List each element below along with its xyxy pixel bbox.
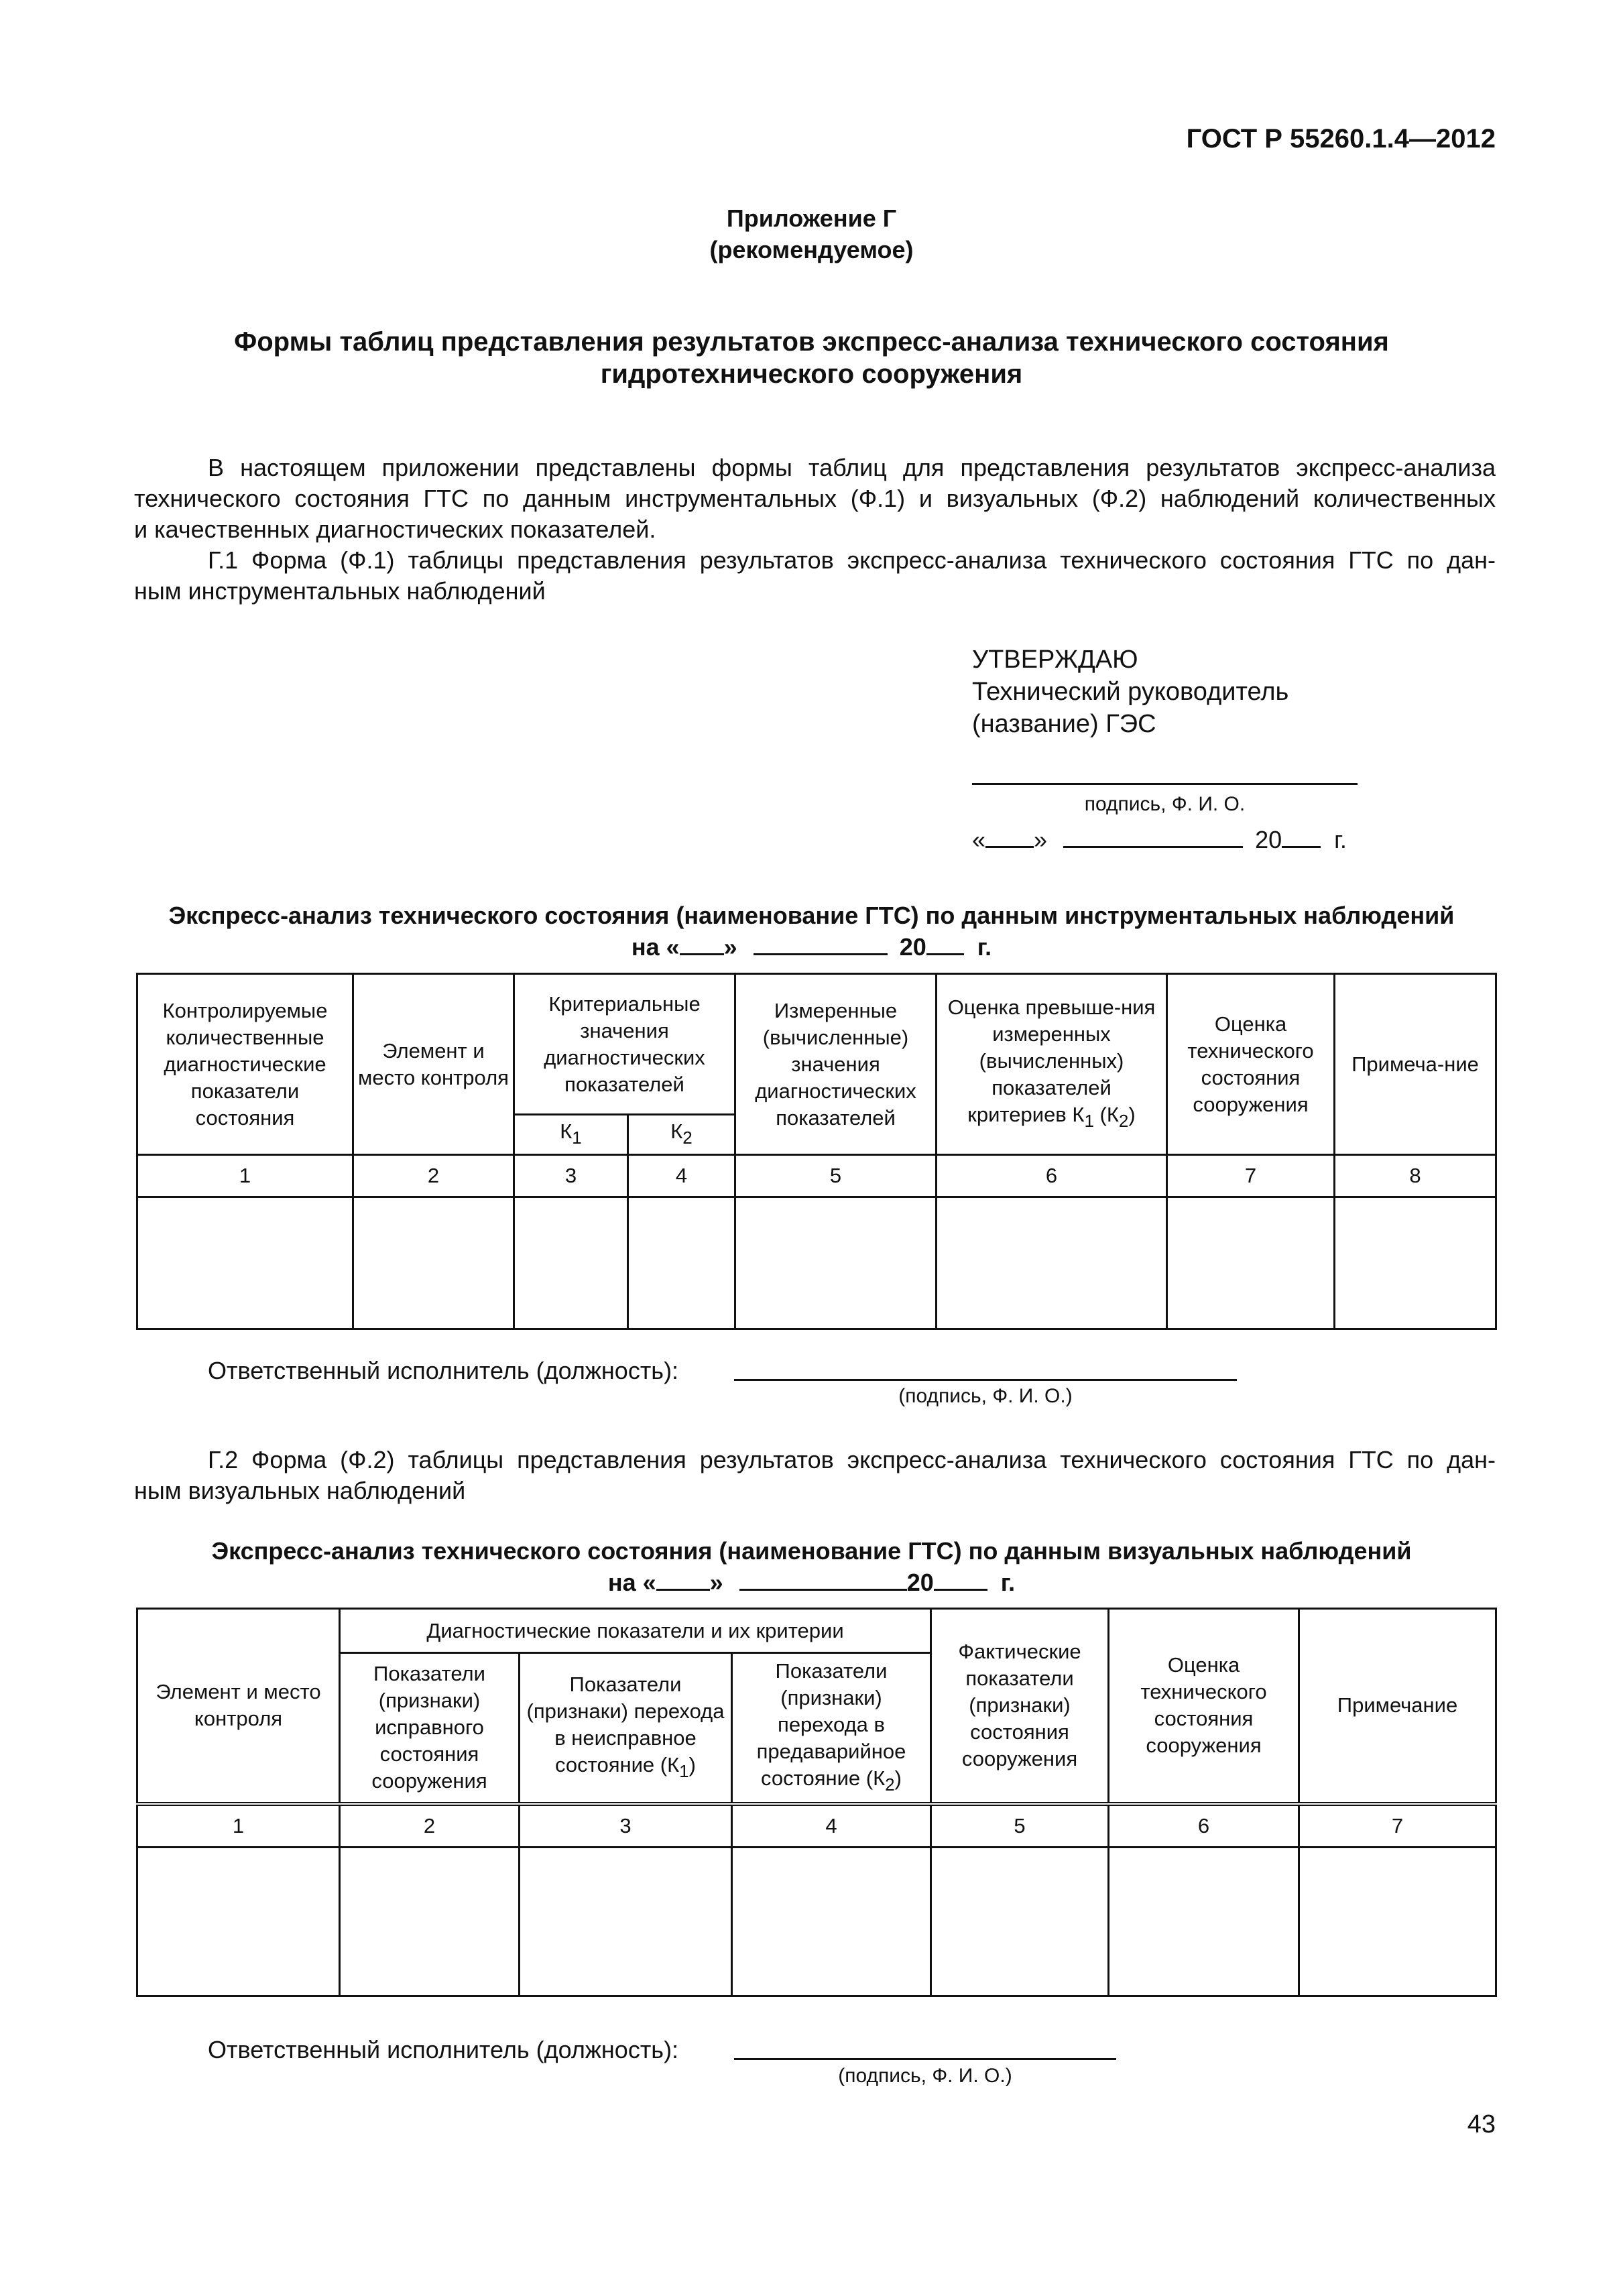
t1-k2-sub: 2 (682, 1128, 693, 1148)
g1-line2: ным инструментальных наблюдений (134, 577, 546, 605)
t1-col-number: 2 (353, 1155, 514, 1197)
t2-faulty-text: Показатели (признаки) перехода в неисправное состояние (К (526, 1672, 725, 1776)
t1-col-number: 1 (137, 1155, 353, 1197)
t2-preemergency-sub: 2 (885, 1774, 895, 1795)
resp2-signature-line (734, 2058, 1116, 2060)
g2-line1: Г.2 Форма (Ф.2) таблицы представления результатов экспресс-анализа технического состояния ГТС по дан- (208, 1446, 1496, 1473)
t2-faulty-close: ) (688, 1752, 696, 1776)
instrumental-observations-table (136, 973, 1497, 1330)
t1-blank-cell (1167, 1197, 1335, 1329)
t1-header-excess (937, 974, 1167, 1155)
t1-blank-cell (353, 1197, 514, 1329)
t1-col-number: 4 (628, 1155, 735, 1197)
t1-blank-cell (628, 1197, 735, 1329)
t1-blank-cell (514, 1197, 628, 1329)
resp2-caption: (подпись, Ф. И. О.) (838, 2065, 1012, 2087)
t1-header-excess-mid: (К (1093, 1103, 1119, 1126)
approve-label: УТВЕРЖДАЮ (972, 646, 1138, 674)
appendix-status: (рекомендуемое) (709, 236, 914, 263)
t1-col-number: 6 (937, 1155, 1167, 1197)
t1-header-excess-sub2: 2 (1118, 1111, 1129, 1131)
table1-title-g: г. (977, 933, 992, 961)
t2-col-number: 1 (137, 1804, 340, 1848)
t1-k1-letter: К (560, 1120, 573, 1143)
t1-col-number: 5 (735, 1155, 937, 1197)
t1-header-criteria: Критериальные значения диагностических показателей (514, 974, 735, 1115)
t2-header-serviceable: Показатели (признаки) исправного состояния сооружения (340, 1653, 520, 1804)
date-year-prefix: 20 (1255, 826, 1282, 853)
t2-col-number: 7 (1299, 1804, 1496, 1848)
t2-header-assessment: Оценка технического состояния сооружения (1109, 1609, 1299, 1804)
appendix-title: Приложение Г (726, 204, 897, 232)
t2-header-actual: Фактические показатели (признаки) состояния сооружения (931, 1609, 1109, 1804)
t2-header-preemergency (732, 1653, 931, 1804)
approver-organization: (название) ГЭС (972, 710, 1156, 738)
t2-header-element: Элемент и место контроля (137, 1609, 340, 1804)
t1-header-excess-sub1: 1 (1084, 1111, 1094, 1131)
intro-line2: технического состояния ГТС по данным инструментальных (Ф.1) и визуальных (Ф.2) наблюдений количественных (134, 485, 1496, 512)
t1-col-number: 3 (514, 1155, 628, 1197)
resp1-signature-line (734, 1379, 1237, 1381)
t2-col-number: 4 (732, 1804, 931, 1848)
approval-signature-line (972, 783, 1358, 785)
table2-title-on: на « (607, 1569, 656, 1596)
t2-preemergency-text: Показатели (признаки) перехода в предаварийное состояние (К (756, 1658, 906, 1790)
table2-title-year: 20 (906, 1569, 934, 1596)
approver-position: Технический руководитель (972, 678, 1289, 706)
date-year-suffix: г. (1334, 826, 1347, 853)
resp1-label: Ответственный исполнитель (должность): (208, 1357, 679, 1384)
table1-title-on: на « (631, 933, 680, 961)
t1-header-excess-end: ) (1128, 1103, 1136, 1126)
resp2-label: Ответственный исполнитель (должность): (208, 2036, 679, 2063)
t2-col-number: 6 (1109, 1804, 1299, 1848)
document-number: ГОСТ Р 55260.1.4—2012 (1186, 124, 1496, 154)
t1-blank-cell (735, 1197, 937, 1329)
t1-col-number: 8 (1335, 1155, 1496, 1197)
t2-blank-cell (1299, 1847, 1496, 1996)
table1-title-line2 (0, 933, 1623, 961)
t1-header-k1 (514, 1115, 628, 1155)
t2-blank-cell (137, 1847, 340, 1996)
main-title-line1: Формы таблиц представления результатов экспресс-анализа технического состояния (234, 327, 1389, 357)
t1-blank-cell (937, 1197, 1167, 1329)
date-open-quote: « (972, 826, 986, 853)
t1-blank-cell (137, 1197, 353, 1329)
table2-title-g: г. (1000, 1569, 1016, 1596)
table1-title-year: 20 (899, 933, 926, 961)
page-number: 43 (1467, 2110, 1496, 2138)
t2-preemergency-close: ) (894, 1766, 902, 1790)
t2-col-number: 5 (931, 1804, 1109, 1848)
intro-line3: и качественных диагностических показателей. (134, 516, 656, 543)
t1-header-measured: Измеренные (вычисленные) значения диагностических показателей (735, 974, 937, 1155)
t2-header-group: Диагностические показатели и их критерии (340, 1609, 931, 1653)
table2-title-line2 (0, 1569, 1623, 1597)
g2-line2: ным визуальных наблюдений (134, 1477, 466, 1504)
t1-header-assessment: Оценка технического состояния сооружения (1167, 974, 1335, 1155)
main-title-line2: гидротехнического сооружения (600, 359, 1023, 389)
t2-header-note: Примечание (1299, 1609, 1496, 1804)
t2-col-number: 2 (340, 1804, 520, 1848)
intro-line1: В настоящем приложении представлены формы таблиц для представления результатов экспресс-анализа (208, 454, 1496, 481)
resp1-caption: (подпись, Ф. И. О.) (898, 1385, 1073, 1407)
t1-header-note: Примеча-ние (1335, 974, 1496, 1155)
table2-title-line1: Экспресс-анализ технического состояния (наименование ГТС) по данным визуальных наблюдений (211, 1537, 1412, 1565)
t1-header-element: Элемент и место контроля (353, 974, 514, 1155)
t2-blank-cell (340, 1847, 520, 1996)
t1-k1-sub: 1 (572, 1128, 582, 1148)
approval-block (972, 644, 1441, 740)
table2-title-close: » (709, 1569, 723, 1596)
table1-title-line1: Экспресс-анализ технического состояния (наименование ГТС) по данным инструментальных наблюдений (168, 902, 1455, 929)
g1-line1: Г.1 Форма (Ф.1) таблицы представления результатов экспресс-анализа технического состояния ГТС по дан- (208, 546, 1496, 574)
t2-col-number: 3 (520, 1804, 732, 1848)
approval-signature-caption: подпись, Ф. И. О. (1084, 793, 1246, 815)
t1-k2-letter: К (670, 1120, 683, 1143)
t1-col-number: 7 (1167, 1155, 1335, 1197)
t1-header-indicators: Контролируемые количественные диагностические показатели состояния (137, 974, 353, 1155)
t1-header-excess-text: Оценка превыше-ния измеренных (вычисленных) показателей критериев К (947, 995, 1156, 1126)
t2-blank-cell (931, 1847, 1109, 1996)
approval-date (972, 825, 1347, 855)
visual-observations-table (136, 1608, 1497, 1997)
t1-blank-cell (1335, 1197, 1496, 1329)
t2-blank-cell (520, 1847, 732, 1996)
table1-title-close: » (723, 933, 737, 961)
t2-faulty-sub: 1 (679, 1760, 689, 1781)
date-close-quote: » (1034, 826, 1048, 853)
t2-blank-cell (1109, 1847, 1299, 1996)
t2-blank-cell (732, 1847, 931, 1996)
t2-header-faulty (520, 1653, 732, 1804)
t1-header-k2 (628, 1115, 735, 1155)
